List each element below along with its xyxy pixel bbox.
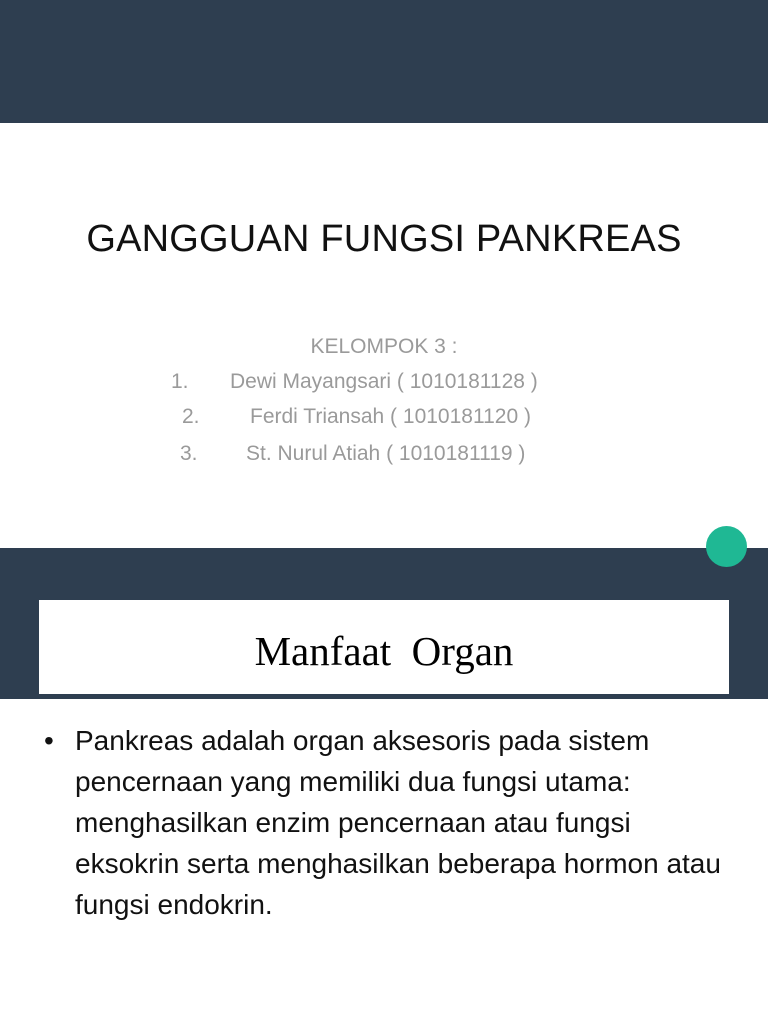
slide2-title: Manfaat Organ (254, 628, 514, 674)
bullet-item (44, 720, 734, 925)
accent-circle-icon (706, 526, 747, 567)
member-item (0, 442, 768, 472)
presentation-title: GANGGUAN FUNGSI PANKREAS (86, 218, 682, 260)
top-header-band (0, 0, 768, 123)
member-name: Ferdi Triansah ( 1010181120 ) (250, 405, 531, 428)
bullet-list (44, 720, 734, 925)
group-label: KELOMPOK 3 : (310, 335, 458, 358)
member-name: St. Nurul Atiah ( 1010181119 ) (246, 442, 526, 465)
member-number: 1. (171, 370, 189, 393)
member-number: 2. (182, 405, 200, 428)
member-item (0, 405, 768, 435)
bullet-dot-icon: • (44, 725, 54, 756)
member-number: 3. (180, 442, 198, 465)
member-name: Dewi Mayangsari ( 1010181128 ) (230, 370, 538, 393)
member-item (0, 370, 768, 400)
bullet-text: Pankreas adalah organ aksesoris pada sistem pencernaan yang memiliki dua fungsi utama: menghasilkan enzim pencernaan atau fungsi eksokrin serta menghasilkan beberapa hormon atau fungsi endokrin. (75, 725, 721, 920)
